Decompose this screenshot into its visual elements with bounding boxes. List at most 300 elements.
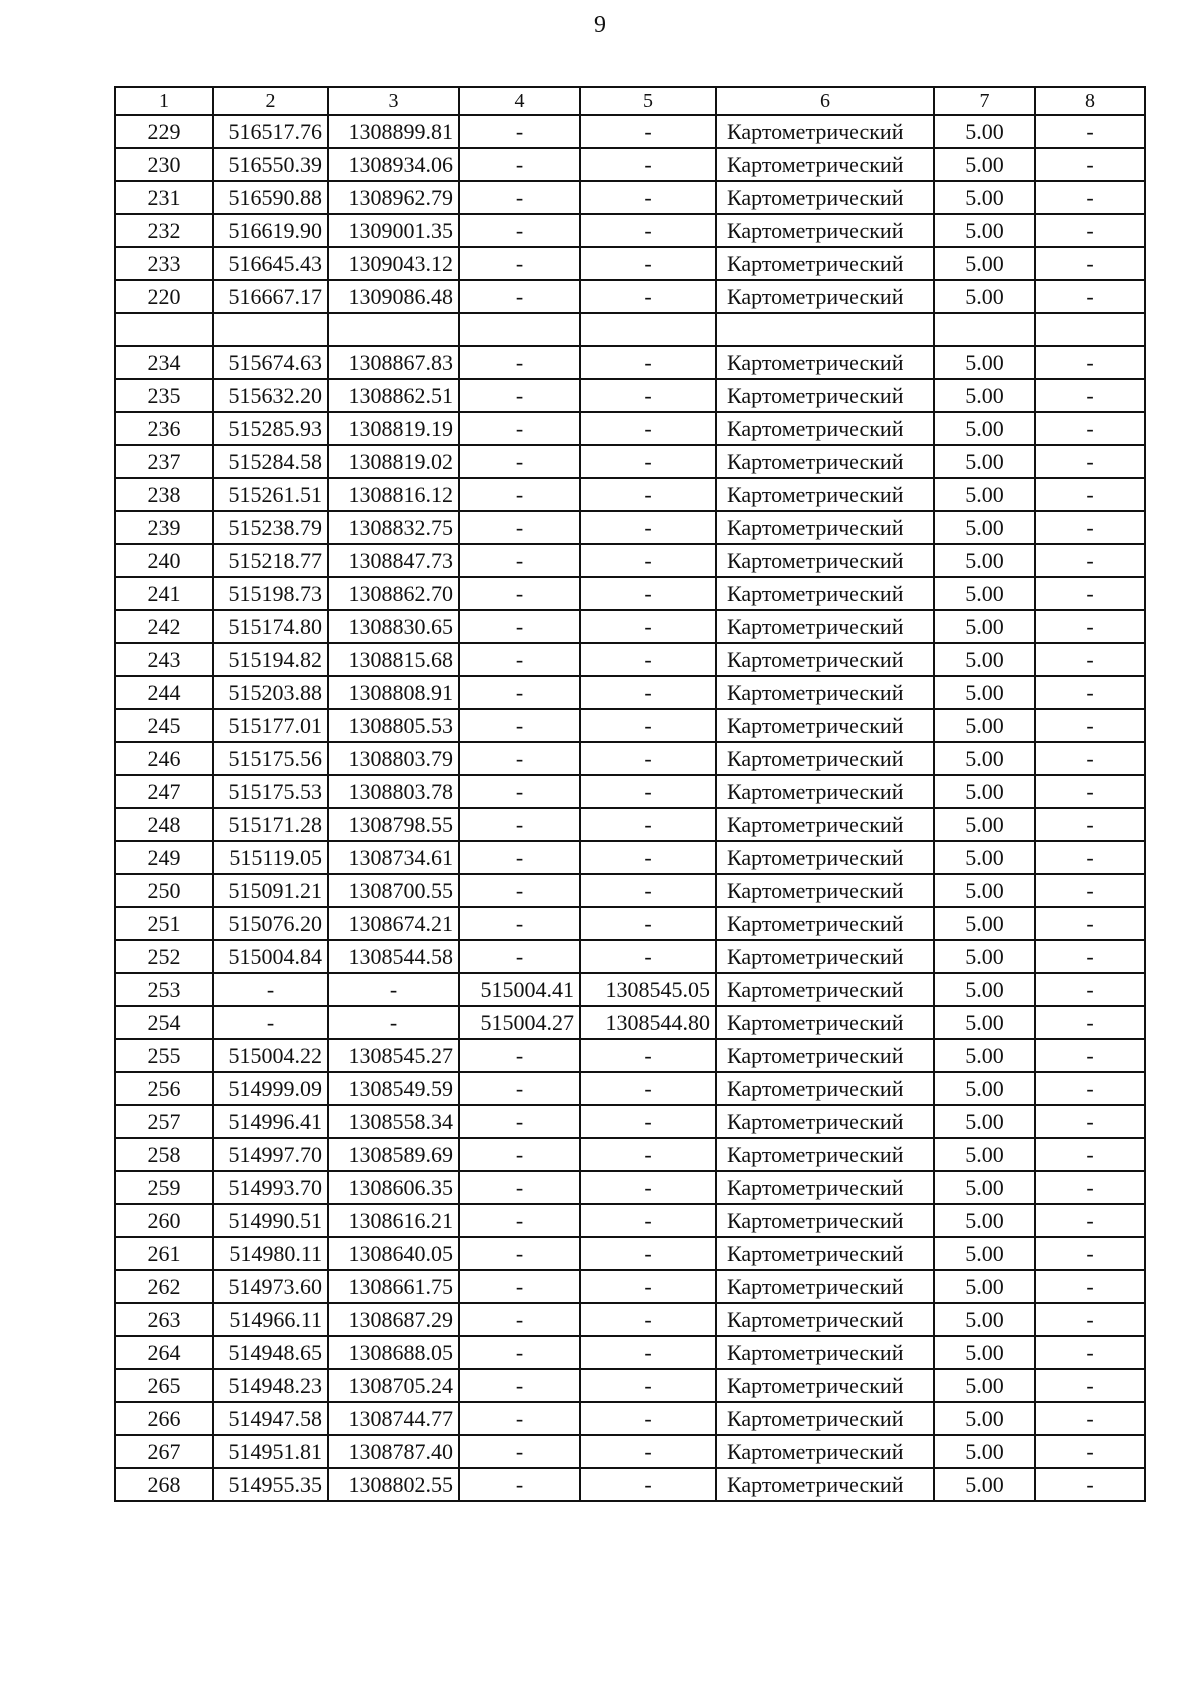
table-row xyxy=(115,181,1145,214)
table-cell: 267 xyxy=(115,1435,213,1468)
table-cell: 514996.41 xyxy=(213,1105,328,1138)
table-row xyxy=(115,1270,1145,1303)
table-cell: - xyxy=(1035,445,1145,478)
table-cell: - xyxy=(580,676,716,709)
table-cell: Картометрический xyxy=(716,1303,934,1336)
table-cell: - xyxy=(1035,247,1145,280)
table-cell: - xyxy=(459,1468,580,1501)
table-row xyxy=(115,874,1145,907)
table-cell: - xyxy=(580,1303,716,1336)
table-cell: - xyxy=(459,1204,580,1237)
table-row xyxy=(115,1204,1145,1237)
table-cell: 1308558.34 xyxy=(328,1105,459,1138)
table-row xyxy=(115,280,1145,313)
table-cell: Картометрический xyxy=(716,610,934,643)
table-row xyxy=(115,445,1145,478)
table-cell: 5.00 xyxy=(934,478,1035,511)
table-cell: 5.00 xyxy=(934,709,1035,742)
table-cell: - xyxy=(1035,214,1145,247)
table-row xyxy=(115,1303,1145,1336)
table-cell: 1308962.79 xyxy=(328,181,459,214)
table-cell: 515674.63 xyxy=(213,346,328,379)
table-cell: - xyxy=(1035,1270,1145,1303)
table-cell: 259 xyxy=(115,1171,213,1204)
table-cell: Картометрический xyxy=(716,379,934,412)
table-cell: 243 xyxy=(115,643,213,676)
table-cell: 5.00 xyxy=(934,1006,1035,1039)
table-cell: - xyxy=(1035,940,1145,973)
table-cell: 1308803.78 xyxy=(328,775,459,808)
table-cell: 253 xyxy=(115,973,213,1006)
table-cell: - xyxy=(580,478,716,511)
table-cell: 515238.79 xyxy=(213,511,328,544)
table-row xyxy=(115,214,1145,247)
table-cell: - xyxy=(459,115,580,148)
table-cell: 1308640.05 xyxy=(328,1237,459,1270)
table-cell: - xyxy=(459,280,580,313)
table-cell: 515119.05 xyxy=(213,841,328,874)
table-cell: Картометрический xyxy=(716,1105,934,1138)
table-cell: - xyxy=(580,148,716,181)
table-row xyxy=(115,478,1145,511)
table-cell: - xyxy=(1035,346,1145,379)
table-cell: - xyxy=(1035,115,1145,148)
table-cell: 254 xyxy=(115,1006,213,1039)
table-cell: - xyxy=(1035,874,1145,907)
table-cell: 261 xyxy=(115,1237,213,1270)
table-cell: 515194.82 xyxy=(213,643,328,676)
table-cell: 1308819.19 xyxy=(328,412,459,445)
table-cell: 5.00 xyxy=(934,775,1035,808)
table-cell: - xyxy=(580,1270,716,1303)
table-cell: Картометрический xyxy=(716,214,934,247)
table-cell: - xyxy=(459,148,580,181)
table-row xyxy=(115,1072,1145,1105)
table-cell: 515091.21 xyxy=(213,874,328,907)
table-cell: 1309086.48 xyxy=(328,280,459,313)
table-cell: 5.00 xyxy=(934,1204,1035,1237)
table-row xyxy=(115,1336,1145,1369)
table-cell: 516619.90 xyxy=(213,214,328,247)
table-row xyxy=(115,1369,1145,1402)
table-cell: Картометрический xyxy=(716,1138,934,1171)
table-cell: 5.00 xyxy=(934,511,1035,544)
table-cell: 264 xyxy=(115,1336,213,1369)
table-cell: Картометрический xyxy=(716,577,934,610)
table-cell: Картометрический xyxy=(716,1204,934,1237)
column-header: 8 xyxy=(1035,87,1145,115)
table-cell: 247 xyxy=(115,775,213,808)
table-cell: - xyxy=(580,874,716,907)
table-cell: 514993.70 xyxy=(213,1171,328,1204)
table-cell: 256 xyxy=(115,1072,213,1105)
table-cell: 1308934.06 xyxy=(328,148,459,181)
table-cell: 235 xyxy=(115,379,213,412)
page-number: 9 xyxy=(594,12,606,38)
table-cell: - xyxy=(580,115,716,148)
table-cell: 514948.65 xyxy=(213,1336,328,1369)
table-cell: - xyxy=(459,1369,580,1402)
table-cell: Картометрический xyxy=(716,709,934,742)
table-row xyxy=(115,511,1145,544)
table-cell: - xyxy=(1035,148,1145,181)
column-header: 5 xyxy=(580,87,716,115)
table-row xyxy=(115,643,1145,676)
table-cell: - xyxy=(580,544,716,577)
table-cell: Картометрический xyxy=(716,1006,934,1039)
table-cell: 1308734.61 xyxy=(328,841,459,874)
table-cell: - xyxy=(1035,775,1145,808)
table-cell: Картометрический xyxy=(716,478,934,511)
table-cell: 515218.77 xyxy=(213,544,328,577)
table-cell: 1308802.55 xyxy=(328,1468,459,1501)
table-cell: 5.00 xyxy=(934,1402,1035,1435)
table-cell: 5.00 xyxy=(934,544,1035,577)
table-cell: Картометрический xyxy=(716,1402,934,1435)
table-cell: Картометрический xyxy=(716,1237,934,1270)
table-cell: 5.00 xyxy=(934,973,1035,1006)
table-cell xyxy=(328,313,459,346)
column-header: 7 xyxy=(934,87,1035,115)
table-cell: 1308803.79 xyxy=(328,742,459,775)
table-cell: 514966.11 xyxy=(213,1303,328,1336)
table-cell: - xyxy=(1035,1039,1145,1072)
table-cell: - xyxy=(459,841,580,874)
table-cell: - xyxy=(459,1171,580,1204)
table-row xyxy=(115,544,1145,577)
table-row xyxy=(115,676,1145,709)
table-cell: - xyxy=(459,874,580,907)
table-cell: - xyxy=(580,742,716,775)
table-cell: 5.00 xyxy=(934,907,1035,940)
table-cell: Картометрический xyxy=(716,1072,934,1105)
table-cell: 514948.23 xyxy=(213,1369,328,1402)
table-cell: 5.00 xyxy=(934,445,1035,478)
table-cell: Картометрический xyxy=(716,1171,934,1204)
table-cell: 5.00 xyxy=(934,1072,1035,1105)
table-cell: 5.00 xyxy=(934,1369,1035,1402)
table-cell: - xyxy=(1035,841,1145,874)
column-header: 1 xyxy=(115,87,213,115)
table-cell xyxy=(580,313,716,346)
table-cell: 1308700.55 xyxy=(328,874,459,907)
table-cell: 1308544.58 xyxy=(328,940,459,973)
table-cell: - xyxy=(459,445,580,478)
table-cell: 5.00 xyxy=(934,412,1035,445)
table-cell: 5.00 xyxy=(934,676,1035,709)
table-cell: - xyxy=(459,1138,580,1171)
table-cell: 1308847.73 xyxy=(328,544,459,577)
table-cell: - xyxy=(1035,742,1145,775)
table-row xyxy=(115,1171,1145,1204)
table-cell: 251 xyxy=(115,907,213,940)
table-cell: 266 xyxy=(115,1402,213,1435)
table-row xyxy=(115,1138,1145,1171)
table-cell: 1308589.69 xyxy=(328,1138,459,1171)
table-cell: - xyxy=(328,973,459,1006)
table-cell: 515203.88 xyxy=(213,676,328,709)
table-cell: 5.00 xyxy=(934,1468,1035,1501)
table-cell: 516550.39 xyxy=(213,148,328,181)
table-cell: Картометрический xyxy=(716,148,934,181)
table-cell: 514951.81 xyxy=(213,1435,328,1468)
table-cell: - xyxy=(459,544,580,577)
table-cell: Картометрический xyxy=(716,808,934,841)
table-cell: - xyxy=(459,379,580,412)
table-cell: - xyxy=(580,1072,716,1105)
table-row xyxy=(115,1237,1145,1270)
table-cell: Картометрический xyxy=(716,643,934,676)
table-cell: 1309043.12 xyxy=(328,247,459,280)
table-cell: 1308798.55 xyxy=(328,808,459,841)
table-row xyxy=(115,610,1145,643)
table-cell: - xyxy=(580,1039,716,1072)
table-cell: - xyxy=(580,280,716,313)
table-row xyxy=(115,841,1145,874)
table-row xyxy=(115,148,1145,181)
table-cell: Картометрический xyxy=(716,676,934,709)
table-cell: 515198.73 xyxy=(213,577,328,610)
table-cell: 5.00 xyxy=(934,181,1035,214)
table-cell: 1308606.35 xyxy=(328,1171,459,1204)
table-cell: 514997.70 xyxy=(213,1138,328,1171)
table-cell: Картометрический xyxy=(716,181,934,214)
table-cell: - xyxy=(1035,1402,1145,1435)
table-cell: 242 xyxy=(115,610,213,643)
table-cell: 236 xyxy=(115,412,213,445)
table-cell: 268 xyxy=(115,1468,213,1501)
table-cell: 5.00 xyxy=(934,1105,1035,1138)
table-cell: 515284.58 xyxy=(213,445,328,478)
table-cell: 1308661.75 xyxy=(328,1270,459,1303)
table-cell: 515004.41 xyxy=(459,973,580,1006)
table-cell: 5.00 xyxy=(934,1039,1035,1072)
header-row xyxy=(115,87,1145,115)
table-cell: - xyxy=(459,412,580,445)
table-row xyxy=(115,1105,1145,1138)
table-cell: 229 xyxy=(115,115,213,148)
table-row xyxy=(115,1402,1145,1435)
table-row xyxy=(115,907,1145,940)
table-cell: - xyxy=(1035,1204,1145,1237)
table-cell: 258 xyxy=(115,1138,213,1171)
table-cell: Картометрический xyxy=(716,511,934,544)
table-cell: - xyxy=(580,1402,716,1435)
table-cell: 1308705.24 xyxy=(328,1369,459,1402)
table-cell: - xyxy=(1035,973,1145,1006)
table-cell: - xyxy=(1035,1435,1145,1468)
table-cell: 515177.01 xyxy=(213,709,328,742)
table-cell: 237 xyxy=(115,445,213,478)
table-cell: - xyxy=(459,1039,580,1072)
table-cell: - xyxy=(459,1336,580,1369)
table-cell: - xyxy=(1035,1072,1145,1105)
table-cell: 233 xyxy=(115,247,213,280)
table-cell: 249 xyxy=(115,841,213,874)
table-cell: 514980.11 xyxy=(213,1237,328,1270)
table-cell: Картометрический xyxy=(716,1039,934,1072)
table-cell: - xyxy=(1035,1336,1145,1369)
table-cell: 1308545.05 xyxy=(580,973,716,1006)
table-cell: 1308899.81 xyxy=(328,115,459,148)
table-cell: 231 xyxy=(115,181,213,214)
table-cell: - xyxy=(1035,280,1145,313)
table-cell: 262 xyxy=(115,1270,213,1303)
table-cell: - xyxy=(1035,1237,1145,1270)
table-cell: Картометрический xyxy=(716,742,934,775)
table-cell: 5.00 xyxy=(934,577,1035,610)
table-cell: - xyxy=(580,511,716,544)
table-cell: - xyxy=(459,478,580,511)
table-cell: - xyxy=(580,1369,716,1402)
table-cell: 265 xyxy=(115,1369,213,1402)
table-cell: - xyxy=(580,709,716,742)
table-cell: 514973.60 xyxy=(213,1270,328,1303)
table-cell: Картометрический xyxy=(716,1336,934,1369)
table-cell: - xyxy=(580,577,716,610)
table-cell: 263 xyxy=(115,1303,213,1336)
table-cell: 1308815.68 xyxy=(328,643,459,676)
table-cell: 232 xyxy=(115,214,213,247)
table-cell: 1308830.65 xyxy=(328,610,459,643)
table-cell: 5.00 xyxy=(934,1171,1035,1204)
table-cell: - xyxy=(580,445,716,478)
table-cell: - xyxy=(459,247,580,280)
table-cell: - xyxy=(1035,1006,1145,1039)
table-cell: - xyxy=(580,1171,716,1204)
table-cell: 257 xyxy=(115,1105,213,1138)
table-cell: 515004.22 xyxy=(213,1039,328,1072)
table-cell: - xyxy=(459,808,580,841)
table-cell: - xyxy=(1035,1105,1145,1138)
table-row xyxy=(115,742,1145,775)
column-header: 4 xyxy=(459,87,580,115)
table-cell: - xyxy=(459,511,580,544)
table-row xyxy=(115,313,1145,346)
table-cell: - xyxy=(459,346,580,379)
table-row xyxy=(115,115,1145,148)
table-cell: - xyxy=(213,1006,328,1039)
table-cell: - xyxy=(459,1105,580,1138)
table-cell: - xyxy=(459,1402,580,1435)
column-header: 6 xyxy=(716,87,934,115)
table-cell: - xyxy=(459,1072,580,1105)
table-row xyxy=(115,1435,1145,1468)
table-cell: - xyxy=(1035,1369,1145,1402)
table-cell: - xyxy=(1035,1171,1145,1204)
table-cell: - xyxy=(459,940,580,973)
table-cell: 1308549.59 xyxy=(328,1072,459,1105)
table-cell: - xyxy=(580,775,716,808)
table-cell: - xyxy=(1035,181,1145,214)
table-cell: - xyxy=(1035,1468,1145,1501)
table-cell: - xyxy=(1035,379,1145,412)
table-cell: 515632.20 xyxy=(213,379,328,412)
table-cell: - xyxy=(1035,544,1145,577)
table-cell: 234 xyxy=(115,346,213,379)
table-cell: - xyxy=(1035,676,1145,709)
table-cell: 516590.88 xyxy=(213,181,328,214)
table-cell: 5.00 xyxy=(934,148,1035,181)
table-cell xyxy=(716,313,934,346)
table-row xyxy=(115,1039,1145,1072)
table-cell: 1308805.53 xyxy=(328,709,459,742)
table-cell: 5.00 xyxy=(934,874,1035,907)
table-cell: Картометрический xyxy=(716,1468,934,1501)
table-cell: - xyxy=(1035,907,1145,940)
table-cell: 516645.43 xyxy=(213,247,328,280)
table-cell: - xyxy=(459,1270,580,1303)
table-cell: 5.00 xyxy=(934,940,1035,973)
table-cell: 1308744.77 xyxy=(328,1402,459,1435)
table-cell: - xyxy=(459,1435,580,1468)
table-cell: 514999.09 xyxy=(213,1072,328,1105)
table-cell: - xyxy=(580,1435,716,1468)
table-row xyxy=(115,1006,1145,1039)
table-cell: 5.00 xyxy=(934,841,1035,874)
column-header: 3 xyxy=(328,87,459,115)
table-cell: 516667.17 xyxy=(213,280,328,313)
table-cell: - xyxy=(580,1336,716,1369)
table-cell: - xyxy=(580,214,716,247)
table-cell: - xyxy=(328,1006,459,1039)
table-cell: - xyxy=(1035,577,1145,610)
table-cell: - xyxy=(1035,808,1145,841)
table-cell: - xyxy=(1035,1303,1145,1336)
table-cell xyxy=(934,313,1035,346)
table-cell: - xyxy=(580,379,716,412)
table-cell: - xyxy=(459,643,580,676)
table-cell: - xyxy=(459,214,580,247)
table-cell: 250 xyxy=(115,874,213,907)
table-cell: Картометрический xyxy=(716,247,934,280)
table-cell: 515174.80 xyxy=(213,610,328,643)
table-cell: 515004.84 xyxy=(213,940,328,973)
table-cell: - xyxy=(580,1105,716,1138)
table-body xyxy=(115,115,1145,1501)
table-cell: - xyxy=(580,907,716,940)
table-row xyxy=(115,1468,1145,1501)
table-cell: - xyxy=(1035,1138,1145,1171)
table-cell: - xyxy=(580,841,716,874)
table-cell xyxy=(213,313,328,346)
table-cell: 248 xyxy=(115,808,213,841)
table-cell: - xyxy=(1035,478,1145,511)
table-cell: - xyxy=(580,1237,716,1270)
table-cell: 5.00 xyxy=(934,742,1035,775)
table-cell: 238 xyxy=(115,478,213,511)
table-cell: 514955.35 xyxy=(213,1468,328,1501)
table-cell: 1308616.21 xyxy=(328,1204,459,1237)
table-cell: 5.00 xyxy=(934,808,1035,841)
coordinates-table xyxy=(114,86,1146,1502)
table-cell: Картометрический xyxy=(716,940,934,973)
table-cell: - xyxy=(459,610,580,643)
table-cell: 255 xyxy=(115,1039,213,1072)
table-cell: 1308688.05 xyxy=(328,1336,459,1369)
column-header: 2 xyxy=(213,87,328,115)
table-cell: 5.00 xyxy=(934,643,1035,676)
table-cell: 514990.51 xyxy=(213,1204,328,1237)
table-cell: Картометрический xyxy=(716,412,934,445)
table-row xyxy=(115,709,1145,742)
table-cell: 241 xyxy=(115,577,213,610)
table-cell: 245 xyxy=(115,709,213,742)
table-cell: Картометрический xyxy=(716,973,934,1006)
table-cell: 1308832.75 xyxy=(328,511,459,544)
table-cell: 240 xyxy=(115,544,213,577)
table-cell: - xyxy=(580,412,716,445)
